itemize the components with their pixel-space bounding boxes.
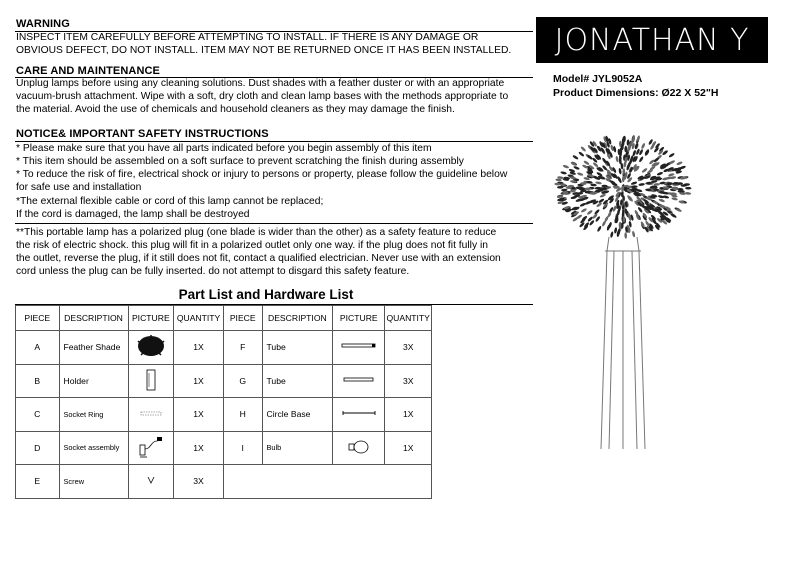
feather [631,181,638,186]
part-description: Tube [262,364,333,398]
feather [615,156,619,163]
floor-lamp-illustration [553,135,693,455]
warning-line-1: INSPECT ITEM CAREFULLY BEFORE ATTEMPTING TO INSTALL. IF THERE IS ANY DAMAGE OR [16,32,479,43]
feather [597,225,602,232]
part-quantity: 1X [385,398,432,432]
part-quantity: 1X [385,431,432,465]
feather [599,193,606,198]
screw-icon [147,475,155,485]
part-quantity: 1X [174,398,224,432]
part-description: Circle Base [262,398,333,432]
brand-logo: JONATHAN Y [536,17,768,63]
piece-letter: D [16,431,60,465]
notice-line-5: *The external flexible cable or cord of this lamp cannot be replaced; [16,196,324,207]
feather [638,183,645,186]
feather [580,208,587,214]
part-description: Bulb [262,431,333,465]
parts-table-header [16,306,432,331]
header-description: DESCRIPTION [59,306,128,331]
piece-letter: A [16,331,60,365]
feather [671,197,678,201]
care-line-2: vacuum-brush attachment. Wipe with a soft, dry cloth and clean lamp bases with the methods appropriate to [16,91,509,102]
circle-base-icon [342,409,376,417]
feather [685,192,692,195]
feather [632,231,636,238]
feather [595,181,602,185]
parts-list-title: Part List and Hardware List [178,287,354,302]
part-quantity: 1X [174,364,224,398]
feather [586,209,593,215]
feather [583,160,590,166]
header-description-2: DESCRIPTION [262,306,333,331]
feather [624,232,627,239]
feather [610,231,614,238]
part-picture [333,398,385,432]
care-line-3: the material. Avoid the use of chemicals and household cleaners as they may damage the finish. [16,104,455,115]
feather [590,183,597,186]
feather [638,156,644,163]
piece-letter: B [16,364,60,398]
part-quantity: 3X [174,465,224,499]
feather [685,187,691,190]
feather [572,155,579,161]
part-quantity: 3X [385,364,432,398]
piece-letter: F [223,331,262,365]
feather [560,171,567,175]
notice-line-3: * To reduce the risk of fire, electrical shock or injury to persons or property, please follow the guideline below [16,169,508,180]
header-picture-2: PICTURE [333,306,385,331]
table-row [16,465,432,499]
tube-long-icon [341,342,377,350]
part-description: Screw [59,465,128,499]
part-picture [128,465,174,499]
part-quantity: 1X [174,431,224,465]
part-picture [128,331,174,365]
piece-letter: H [223,398,262,432]
feather [578,151,585,157]
model-number: Model# JYL9052A [553,73,643,85]
plug-divider [15,223,533,224]
plug-line-1: **This portable lamp has a polarized plug (one blade is wider than the other) as a safety feature to reduce [16,227,497,238]
part-quantity: 1X [174,331,224,365]
feather [579,202,586,207]
header-quantity-2: QUANTITY [385,306,432,331]
care-line-1: Unplug lamps before using any cleaning solutions. Dust shades with a feather duster or with an appropriate [16,78,505,89]
feather [641,167,648,173]
part-description: Holder [59,364,128,398]
part-description: Socket assembly [59,431,128,465]
plug-line-2: the risk of electric shock. this plug will fit in a polarized outlet only one way. if the plug does not fit fully in [16,240,488,251]
feather [656,171,663,176]
warning-title: WARNING [16,18,70,30]
feather [592,162,599,168]
bulb-icon [348,440,370,454]
part-picture [333,331,385,365]
part-quantity: 3X [385,331,432,365]
part-description: Socket Ring [59,398,128,432]
part-picture [333,364,385,398]
table-row [16,398,432,432]
feather [577,172,584,176]
table-row [16,364,432,398]
feather [572,216,579,222]
part-picture [128,364,174,398]
feather [580,146,586,152]
feather [654,183,661,186]
table-row [16,431,432,465]
part-picture [128,431,174,465]
notice-line-2: * This item should be assembled on a soft surface to prevent scratching the finish during assembly [16,156,464,167]
notice-line-6: If the cord is damaged, the lamp shall be destroyed [16,209,250,220]
lamp-shade [554,135,691,239]
tube-short-icon [343,376,375,384]
notice-title: NOTICE& IMPORTANT SAFETY INSTRUCTIONS [16,128,269,140]
header-piece: PIECE [16,306,60,331]
feather [668,152,675,158]
part-picture [128,398,174,432]
holder-icon [145,369,157,391]
feather [676,161,683,166]
parts-table [15,305,432,499]
empty-cell [223,465,431,499]
feather [651,186,657,189]
piece-letter: G [223,364,262,398]
feather [637,206,643,213]
part-description: Feather Shade [59,331,128,365]
notice-line-1: * Please make sure that you have all parts indicated before you begin assembly of this item [16,143,432,154]
warning-line-2: OBVIOUS DEFECT, DO NOT INSTALL. ITEM MAY NOT BE RETURNED ONCE IT HAS BEEN INSTALLED. [16,45,512,56]
header-quantity: QUANTITY [174,306,224,331]
feather [573,165,580,170]
part-description: Tube [262,331,333,365]
feather [662,195,669,199]
part-picture [333,431,385,465]
feather [562,164,569,169]
piece-letter: E [16,465,60,499]
product-dimensions: Product Dimensions: Ø22 X 52"H [553,87,719,99]
notice-line-4: for safe use and installation [16,182,142,193]
feather [614,227,618,234]
piece-letter: C [16,398,60,432]
socket-ring-icon [140,411,162,417]
plug-line-3: the outlet, reverse the plug, if it still does not fit, contact a qualified electrician. Never use with an extension [16,253,501,264]
lamp-stand [601,237,645,449]
socket-assembly-icon [137,435,165,459]
header-picture: PICTURE [128,306,174,331]
plug-line-4: cord unless the plug can be fully inserted. do not attempt to disgard this safety feature. [16,266,410,277]
feather [561,189,568,192]
feather-shade-icon [137,335,165,357]
feather [658,198,665,203]
feather [641,143,646,150]
piece-letter: I [223,431,262,465]
feather [670,176,677,180]
header-piece-2: PIECE [223,306,262,331]
table-row [16,331,432,365]
feather [668,173,675,177]
care-title: CARE AND MAINTENANCE [16,65,160,77]
